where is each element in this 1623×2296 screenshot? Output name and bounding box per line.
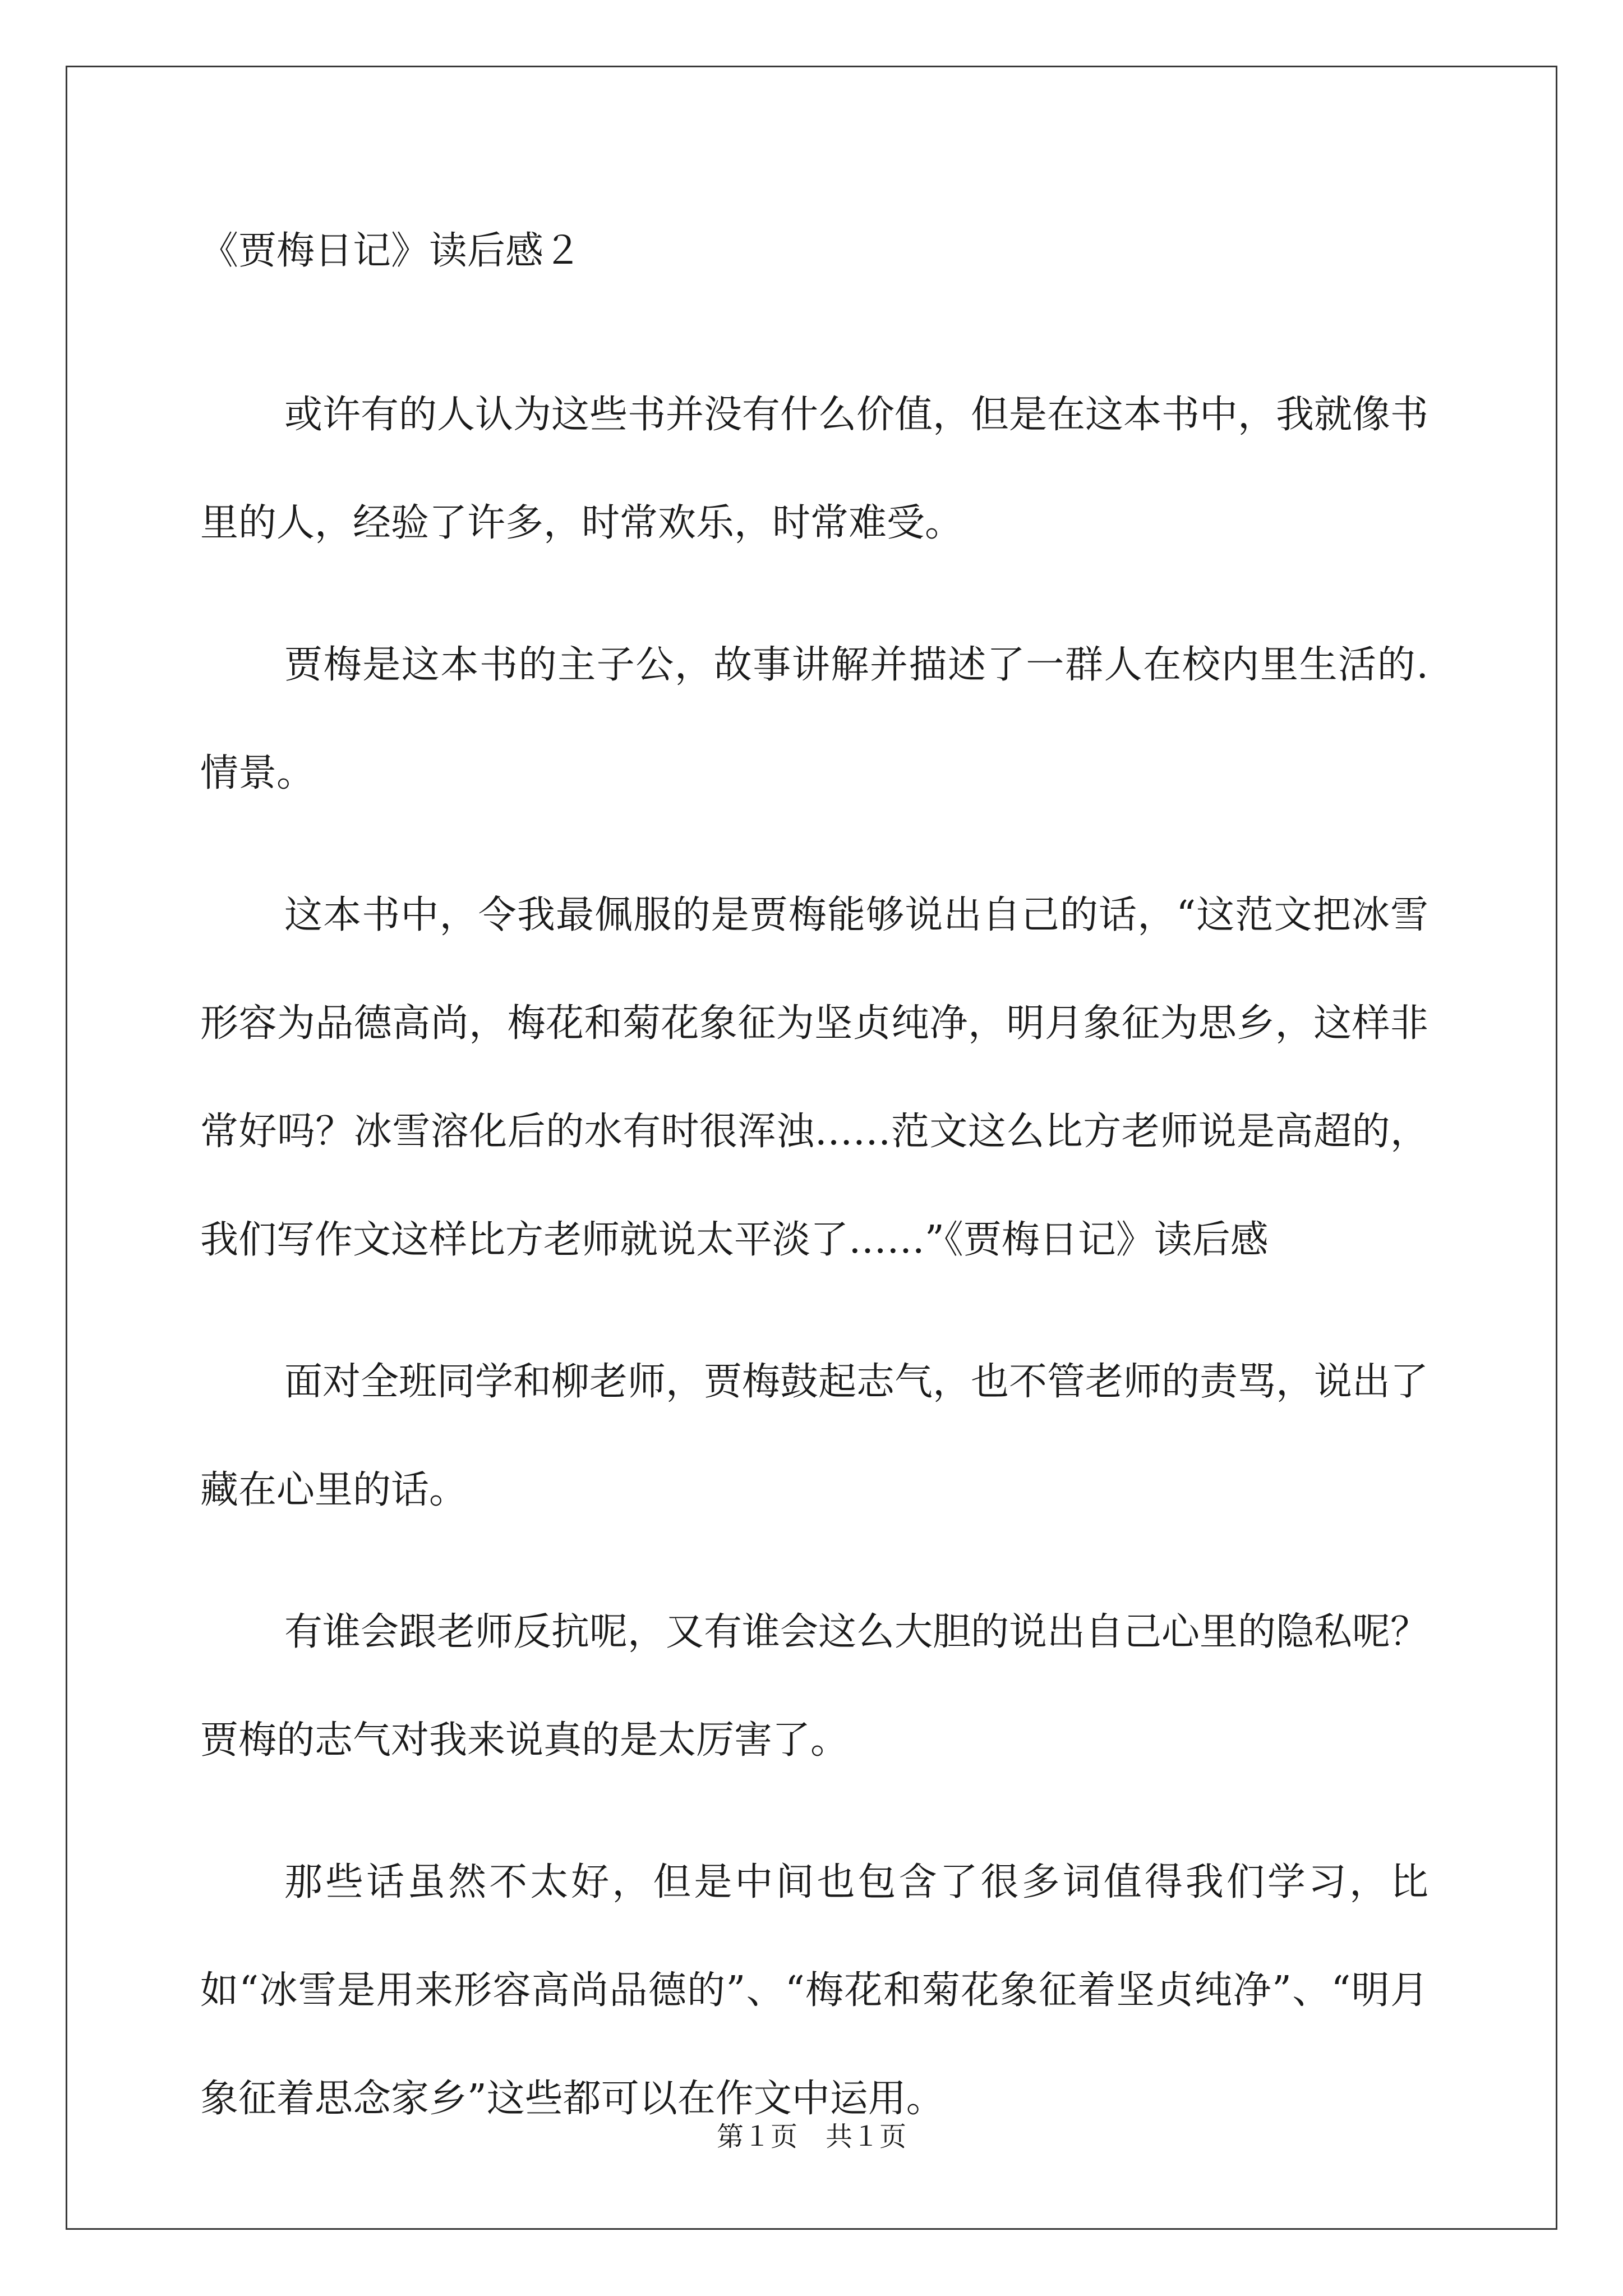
paragraph: 这本书中，令我最佩服的是贾梅能够说出自己的话，“这范文把冰雪形容为品德高尚，梅花和菊花象征为坚贞纯净，明月象征为思乡，这样非常好吗？冰雪溶化后的水有时很浑浊……范文这么比方老师说是高超的，我们写作文这样比方老师就说太平淡了……”《贾梅日记》读后感 (200, 893, 1428, 1262)
page-footer (0, 2115, 1623, 2154)
page-total: 共１页 (826, 2121, 907, 2152)
page-number: 第１页 (716, 2121, 797, 2152)
paragraph: 面对全班同学和柳老师，贾梅鼓起志气，也不管老师的责骂，说出了藏在心里的话。 (200, 1360, 1429, 1512)
paragraph: 贾梅是这本书的主子公，故事讲解并描述了一群人在校内里生活的.情景。 (200, 643, 1428, 795)
paragraph: 有谁会跟老师反抗呢，又有谁会这么大胆的说出自己心里的隐私呢？贾梅的志气对我来说真的是太厉害了。 (200, 1610, 1429, 1763)
document-title: 《贾梅日记》读后感２ (200, 229, 582, 273)
document-body (200, 218, 1428, 2153)
paragraph: 或许有的人认为这些书并没有什么价值，但是在这本书中，我就像书里的人，经验了许多，时常欢乐，时常难受。 (200, 393, 1429, 545)
paragraph: 那些话虽然不太好，但是中间也包含了很多词值得我们学习，比如“冰雪是用来形容高尚品德的”、“梅花和菊花象征着坚贞纯净”、“明月象征着思念家乡”这些都可以在作文中运用。 (200, 1860, 1428, 2121)
